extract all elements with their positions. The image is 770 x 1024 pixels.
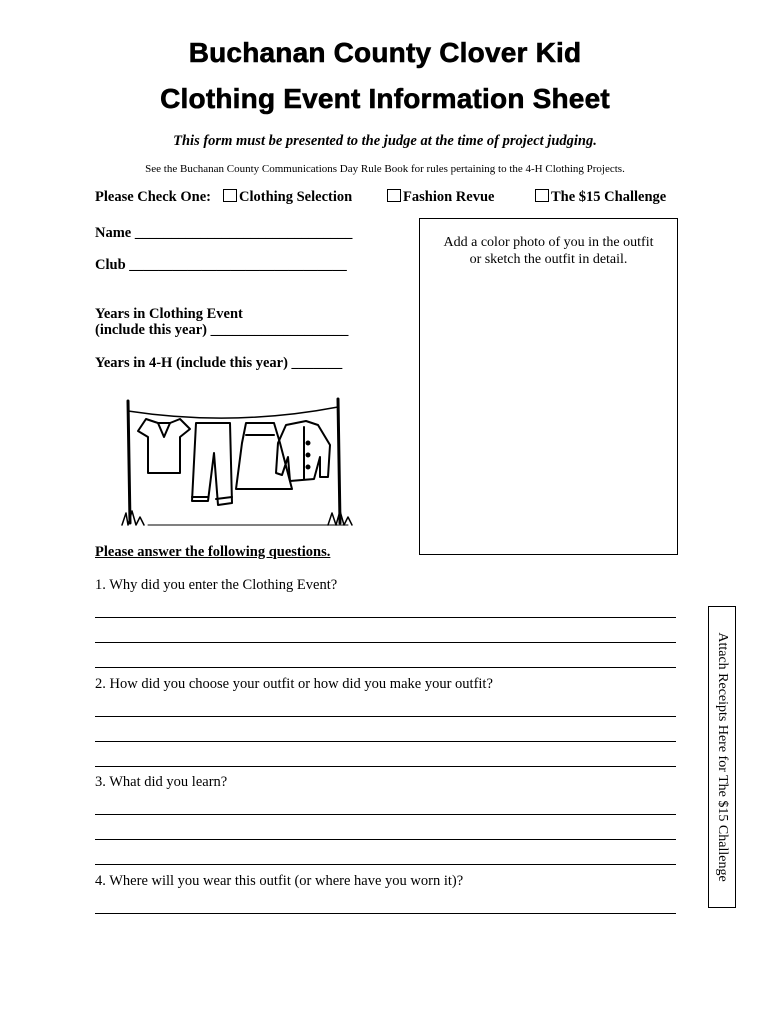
checkbox-15-challenge[interactable] <box>535 189 549 202</box>
answer-line[interactable] <box>95 913 676 914</box>
option-15-challenge[interactable] <box>535 189 666 206</box>
option-clothing-selection[interactable] <box>223 189 352 206</box>
answer-line[interactable] <box>95 642 676 643</box>
answer-line[interactable] <box>95 814 676 815</box>
answer-line[interactable] <box>95 766 676 767</box>
receipt-box[interactable] <box>708 606 736 908</box>
photo-box-instruction-1: Add a color photo of you in the outfit <box>443 235 654 250</box>
check-one-prompt: Please Check One: <box>95 189 211 205</box>
name-field[interactable]: Name ______________________________ <box>95 225 353 241</box>
judging-instruction: This form must be presented to the judge at the time of project judging. <box>173 133 597 149</box>
answer-line[interactable] <box>95 864 676 865</box>
photo-box-instruction-2: or sketch the outfit in detail. <box>469 252 628 267</box>
page-title-line2: Clothing Event Information Sheet <box>160 83 610 114</box>
years-clothing-label: Years in Clothing Event <box>95 306 243 322</box>
years-4h-field[interactable]: Years in 4-H (include this year) _______ <box>95 355 343 371</box>
question-2: 2. How did you choose your outfit or how did you make your outfit? <box>95 676 493 692</box>
answer-line[interactable] <box>95 741 676 742</box>
clothesline-illustration <box>118 393 354 530</box>
question-4: 4. Where will you wear this outfit (or where have you worn it)? <box>95 873 464 889</box>
rule-book-note: See the Buchanan County Communications Day Rule Book for rules pertaining to the 4-H Clothing Projects. <box>145 163 625 175</box>
club-field[interactable]: Club ______________________________ <box>95 257 347 273</box>
checkbox-fashion-revue[interactable] <box>387 189 401 202</box>
option-15-challenge-label: The $15 Challenge <box>551 189 667 205</box>
answer-line[interactable] <box>95 617 676 618</box>
photo-box[interactable] <box>419 218 678 555</box>
option-fashion-revue-label: Fashion Revue <box>403 189 495 205</box>
receipt-box-label: Attach Receipts Here for The $15 Challenge <box>715 632 730 882</box>
page-title-line1: Buchanan County Clover Kid <box>188 37 582 68</box>
answer-line[interactable] <box>95 716 676 717</box>
question-3: 3. What did you learn? <box>95 774 228 790</box>
answer-line[interactable] <box>95 839 676 840</box>
option-fashion-revue[interactable] <box>387 189 494 206</box>
checkbox-clothing-selection[interactable] <box>223 189 237 202</box>
answer-line[interactable] <box>95 667 676 668</box>
question-1: 1. Why did you enter the Clothing Event? <box>95 577 338 593</box>
years-clothing-field[interactable]: (include this year) ___________________ <box>95 322 349 338</box>
option-clothing-selection-label: Clothing Selection <box>239 189 353 205</box>
questions-heading: Please answer the following questions. <box>95 544 331 560</box>
